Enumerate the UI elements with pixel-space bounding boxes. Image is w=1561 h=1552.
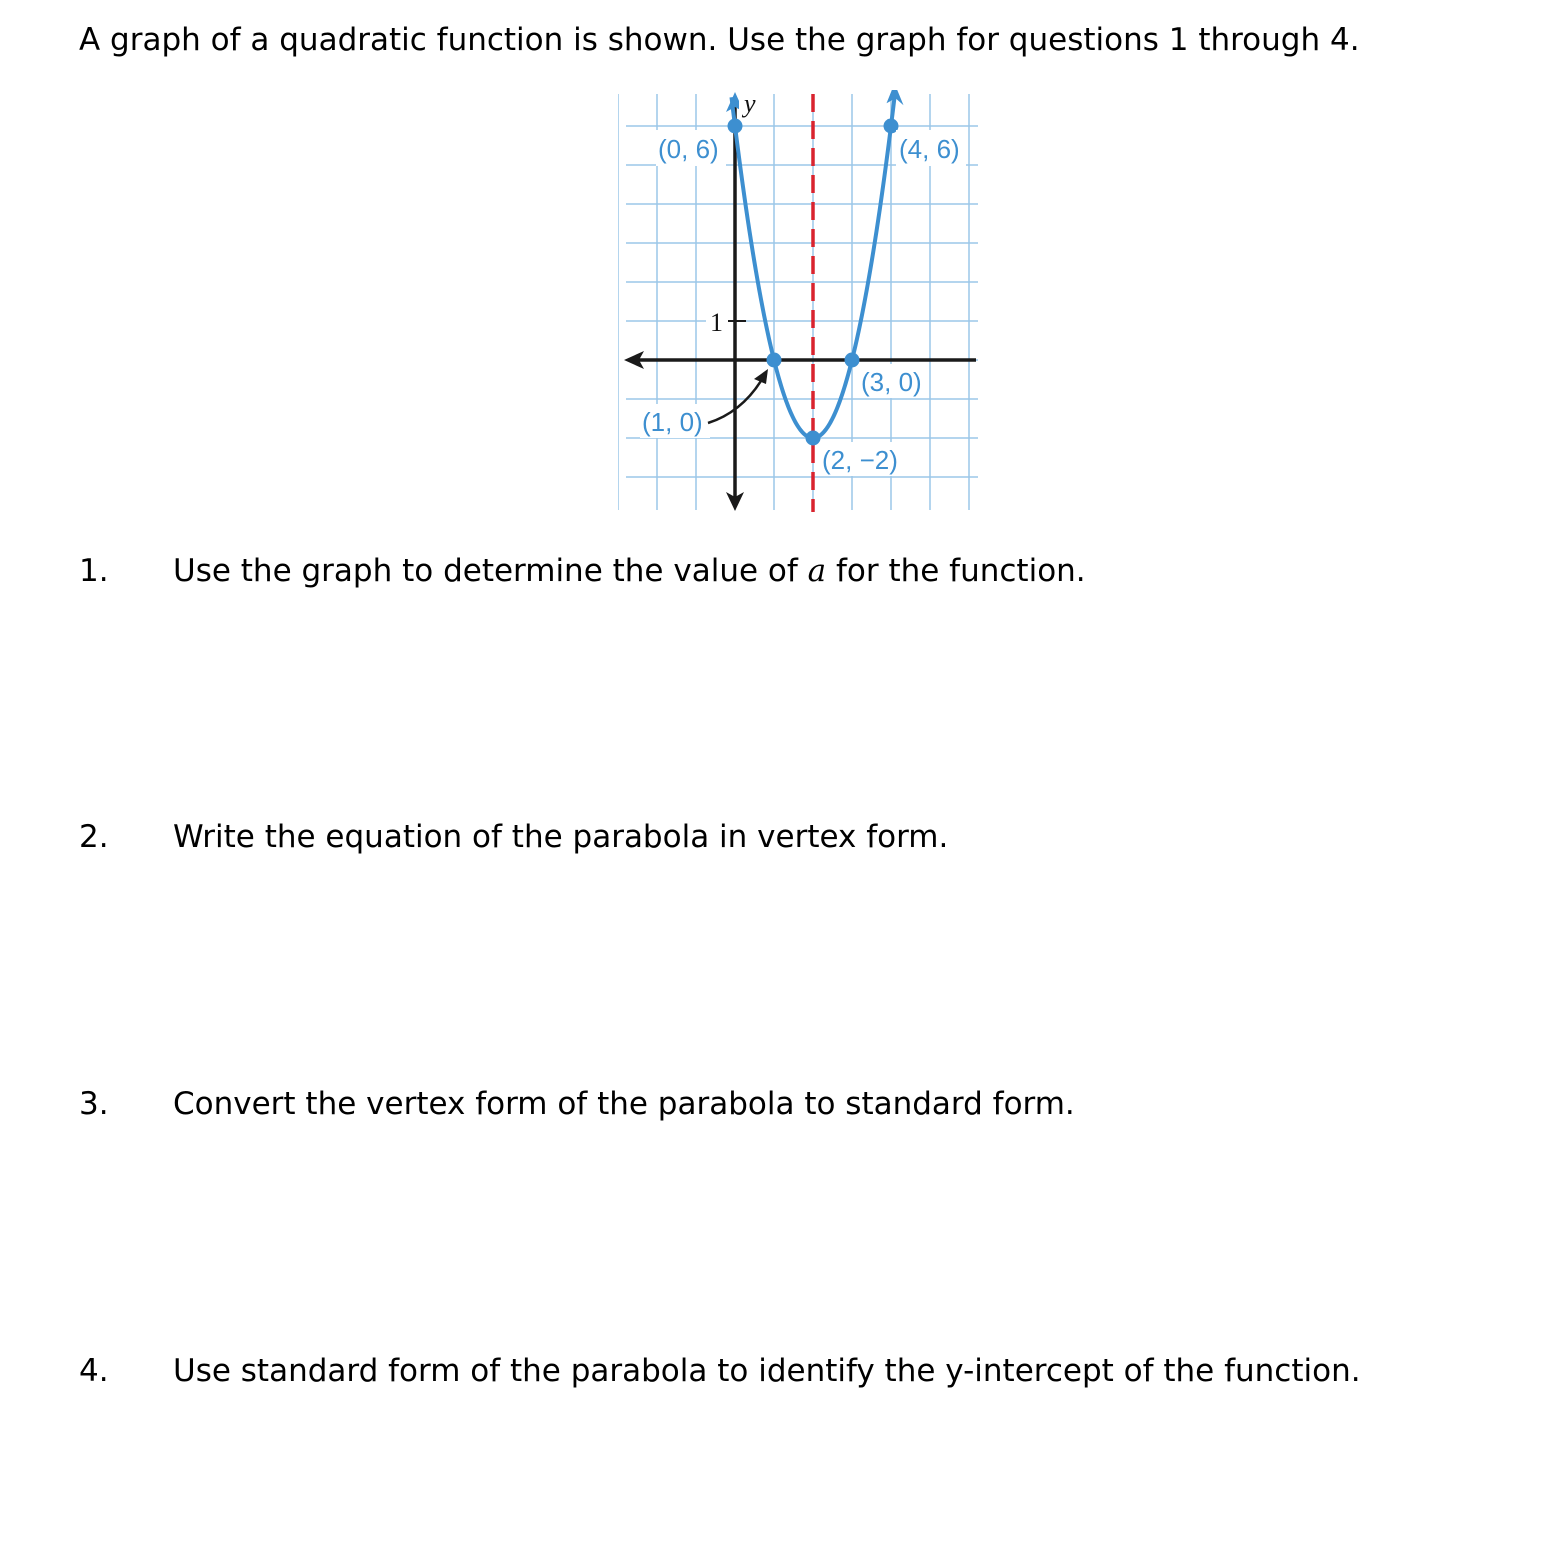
y-tick-label: 1 <box>710 308 723 337</box>
point-3-0 <box>845 353 860 368</box>
label-0-6: (0, 6) <box>658 134 719 164</box>
question-number: 4. <box>79 1353 109 1389</box>
intro-text: A graph of a quadratic function is shown. Use the graph for questions 1 through 4. <box>79 22 1360 58</box>
parabola-graph <box>618 90 983 515</box>
label-2-neg2: (2, −2) <box>822 445 898 475</box>
label-1-0: (1, 0) <box>642 407 703 437</box>
question-number: 2. <box>79 819 109 855</box>
point-0-6 <box>728 119 743 134</box>
question-text: Use standard form of the parabola to identify the y-intercept of the function. <box>173 1353 1361 1389</box>
y-axis-label: y <box>744 90 756 118</box>
label-3-0: (3, 0) <box>861 367 922 397</box>
leader-arrowhead <box>754 369 768 384</box>
question-text: Use the graph to determine the value of a for the function. <box>173 553 1086 589</box>
point-labels <box>640 130 966 476</box>
question-text: Write the equation of the parabola in vertex form. <box>173 819 949 855</box>
variable-a: a <box>807 553 827 589</box>
question-number: 1. <box>79 553 109 589</box>
label-4-6: (4, 6) <box>899 134 960 164</box>
question-number: 3. <box>79 1086 109 1122</box>
point-1-0 <box>767 353 782 368</box>
question-text: Convert the vertex form of the parabola to standard form. <box>173 1086 1075 1122</box>
point-2--2 <box>806 431 821 446</box>
